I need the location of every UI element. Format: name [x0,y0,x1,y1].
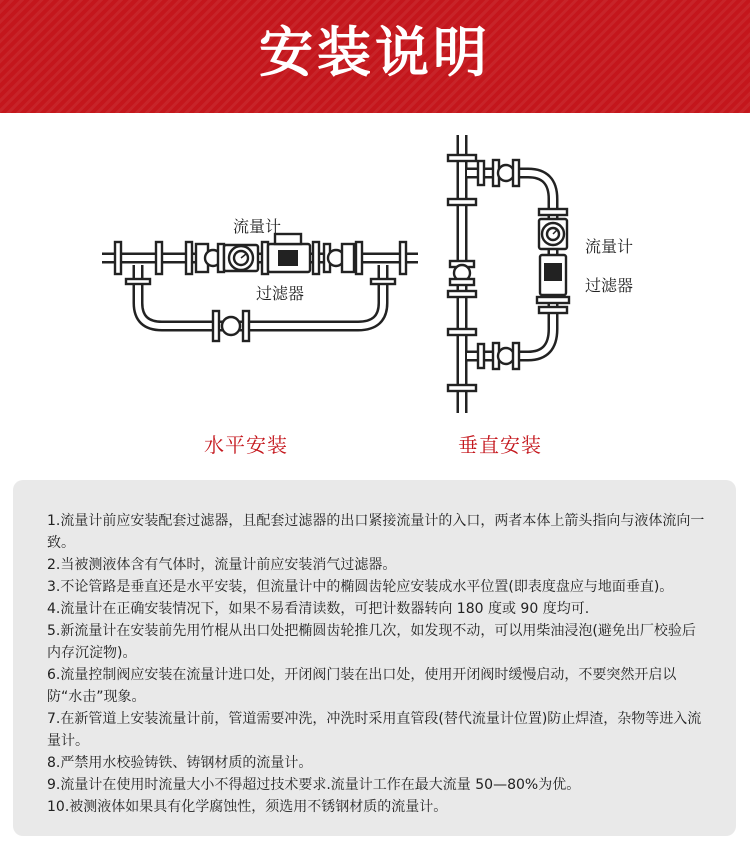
note-item: 4.流量计在正确安装情况下，如果不易看清读数，可把计数器转向 180 度或 90 度均可. [47,601,590,617]
note-item: 5.新流量计在安装前先用竹棍从出口处把椭圆齿轮推几次，如发现不动，可以用柴油浸泡(避免出厂校验后内存沉淀物)。 [47,623,696,661]
horizontal-valve-left [196,244,224,272]
vertical-caption: 垂直安装 [458,433,542,457]
vertical-flowmeter-label: 流量计 [585,237,634,256]
horizontal-flowmeter [224,245,258,271]
note-item: 10.被测液体如果具有化学腐蚀性，须选用不锈钢材质的流量计。 [47,799,448,815]
vertical-main-valve [450,261,474,285]
note-item: 3.不论管路是垂直还是水平安装，但流量计中的椭圆齿轮应安装成水平位置(即表度盘应与地面垂直)。 [47,579,674,595]
horizontal-filter-label: 过滤器 [256,284,305,303]
installation-drawings [0,113,750,473]
vertical-filter [537,255,569,303]
installation-notes-panel [13,480,736,836]
note-item: 1.流量计前应安装配套过滤器，且配套过滤器的出口紧接流量计的入口，两者本体上箭头指向与液体流向一致。 [47,513,705,551]
vertical-tee-flanges [478,161,484,368]
page-title: 安装说明 [259,21,491,84]
note-item: 6.流量控制阀应安装在流量计进口处，开闭阀门装在出口处，使用开闭阀时缓慢启动，不要突然开启以防“水击”现象。 [47,667,677,705]
horizontal-filter [268,234,310,272]
note-item: 2.当被测液体含有气体时，流量计前应安装消气过滤器。 [47,557,397,573]
note-item: 8.严禁用水校验铸铁、铸钢材质的流量计。 [47,755,313,771]
note-item: 7.在新管道上安装流量计前，管道需要冲洗，冲洗时采用直管段(替代流量计位置)防止焊渣，杂物等进入流量计。 [47,711,702,749]
vertical-bypass-valve-top [493,160,519,186]
horizontal-valve-right [324,244,354,272]
vertical-filter-label: 过滤器 [585,276,634,295]
installation-diagrams [0,113,750,473]
vertical-bypass-valve-bottom [493,343,519,369]
vertical-flowmeter [539,219,567,249]
horizontal-caption: 水平安装 [204,433,288,457]
vertical-installation-drawing [448,135,569,413]
note-item: 9.流量计在使用时流量大小不得超过技术要求.流量计工作在最大流量 50—80%为优。 [47,777,581,793]
header-banner [0,0,750,113]
horizontal-bypass-valve [213,311,249,341]
horizontal-flowmeter-label: 流量计 [233,217,282,236]
